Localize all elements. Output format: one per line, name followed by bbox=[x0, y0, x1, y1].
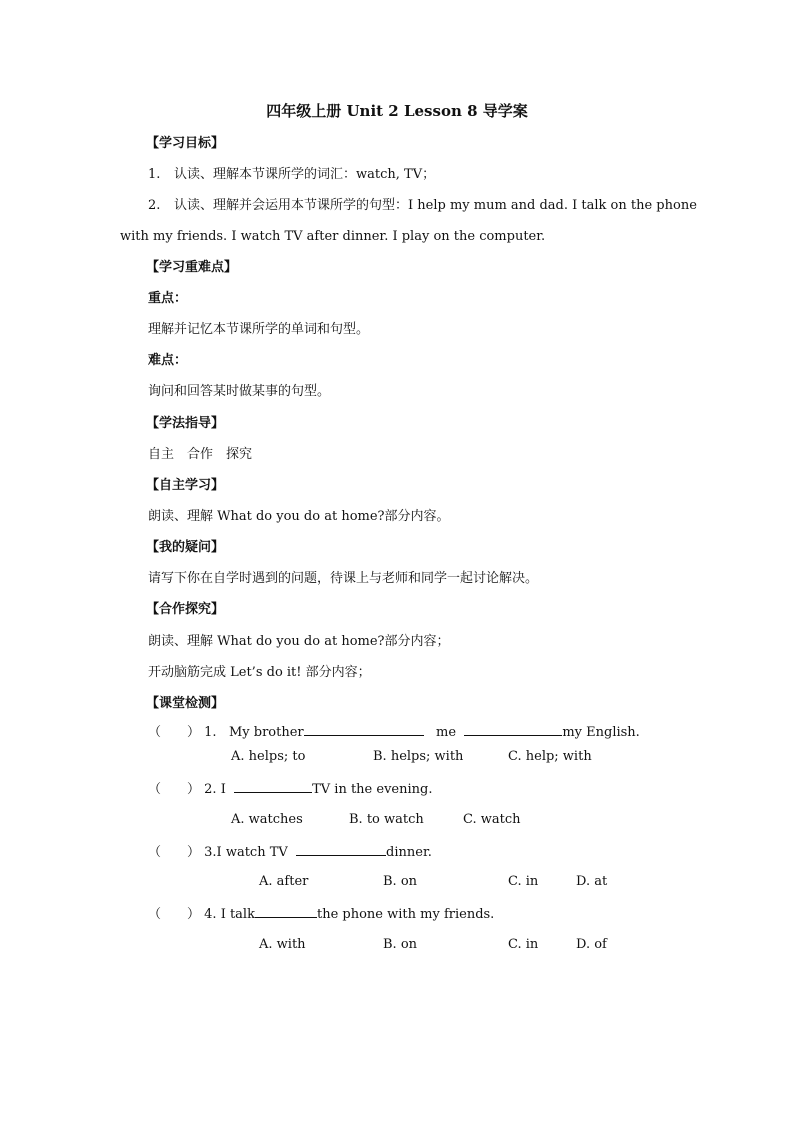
question-text: My brother bbox=[228, 725, 304, 740]
answer-bracket[interactable]: （ ） bbox=[148, 725, 201, 740]
answer-bracket[interactable]: （ ） bbox=[148, 907, 201, 922]
cooperation-line-2: 开动脑筋完成 Let’s do it! 部分内容； bbox=[148, 665, 371, 680]
goal-item-2-continued: with my friends. I watch TV after dinner. I play on the computer. bbox=[120, 229, 546, 244]
cooperation-heading: 【合作探究】 bbox=[146, 602, 225, 617]
question-4 bbox=[148, 904, 494, 924]
questions-text: 请写下你在自学时遇到的问题，待课上与老师和同学一起讨论解决。 bbox=[148, 571, 539, 586]
option-a[interactable]: A. helps; to bbox=[231, 749, 306, 764]
answer-blank[interactable] bbox=[255, 904, 317, 918]
question-text: TV in the evening. bbox=[312, 782, 433, 797]
goal-item-1 bbox=[148, 166, 435, 184]
answer-blank[interactable] bbox=[234, 779, 312, 793]
option-d[interactable]: D. at bbox=[576, 874, 608, 889]
key-text: 理解并记忆本节课所学的单词和句型。 bbox=[148, 322, 370, 337]
question-number: 1. bbox=[204, 725, 217, 740]
option-b[interactable]: B. helps; with bbox=[373, 749, 464, 764]
question-text: dinner. bbox=[386, 845, 432, 860]
cooperation-line-1: 朗读、理解 What do you do at home?部分内容； bbox=[148, 634, 450, 649]
hard-label: 难点： bbox=[148, 353, 188, 368]
question-3 bbox=[148, 842, 432, 862]
question-text: me bbox=[436, 725, 457, 740]
goal-item-1-text: 认读、理解本节课所学的词汇：watch, TV； bbox=[174, 167, 436, 182]
option-b[interactable]: B. to watch bbox=[349, 812, 424, 827]
answer-blank[interactable] bbox=[304, 722, 424, 736]
option-b[interactable]: B. on bbox=[383, 937, 418, 952]
questions-heading: 【我的疑问】 bbox=[146, 540, 225, 555]
answer-bracket[interactable]: （ ） bbox=[148, 782, 201, 797]
option-c[interactable]: C. in bbox=[508, 874, 539, 889]
self-study-text: 朗读、理解 What do you do at home?部分内容。 bbox=[148, 509, 450, 524]
question-2 bbox=[148, 779, 432, 799]
answer-bracket[interactable]: （ ） bbox=[148, 845, 201, 860]
question-text: my English. bbox=[562, 725, 640, 740]
question-number: 4. I talk bbox=[204, 907, 255, 922]
self-study-heading: 【自主学习】 bbox=[146, 478, 225, 493]
goals-heading: 【学习目标】 bbox=[146, 136, 225, 151]
option-a[interactable]: A. with bbox=[259, 937, 306, 952]
goal-item-2-number: 2. bbox=[148, 198, 161, 213]
answer-blank[interactable] bbox=[464, 722, 562, 736]
goal-item-2-text: 认读、理解并会运用本节课所学的句型：I help my mum and dad. I talk on the phone bbox=[174, 198, 697, 213]
goal-item-1-number: 1. bbox=[148, 167, 161, 182]
option-c[interactable]: C. in bbox=[508, 937, 539, 952]
key-label: 重点： bbox=[148, 291, 188, 306]
option-a[interactable]: A. watches bbox=[231, 812, 303, 827]
method-text: 自主 合作 探究 bbox=[148, 447, 253, 462]
check-heading: 【课堂检测】 bbox=[146, 696, 225, 711]
option-a[interactable]: A. after bbox=[259, 874, 309, 889]
goal-item-2 bbox=[148, 197, 697, 215]
question-text: the phone with my friends. bbox=[316, 907, 495, 922]
option-b[interactable]: B. on bbox=[383, 874, 418, 889]
hard-text: 询问和回答某时做某事的句型。 bbox=[148, 384, 331, 399]
question-number: 2. I bbox=[204, 782, 226, 797]
question-number: 3.I watch TV bbox=[204, 845, 288, 860]
option-c[interactable]: C. watch bbox=[463, 812, 521, 827]
keypoints-heading: 【学习重难点】 bbox=[146, 260, 238, 275]
page-title: 四年级上册 Unit 2 Lesson 8 导学案 bbox=[266, 102, 528, 120]
option-c[interactable]: C. help; with bbox=[508, 749, 592, 764]
answer-blank[interactable] bbox=[296, 842, 386, 856]
option-d[interactable]: D. of bbox=[576, 937, 607, 952]
question-1 bbox=[148, 722, 640, 742]
method-heading: 【学法指导】 bbox=[146, 416, 225, 431]
